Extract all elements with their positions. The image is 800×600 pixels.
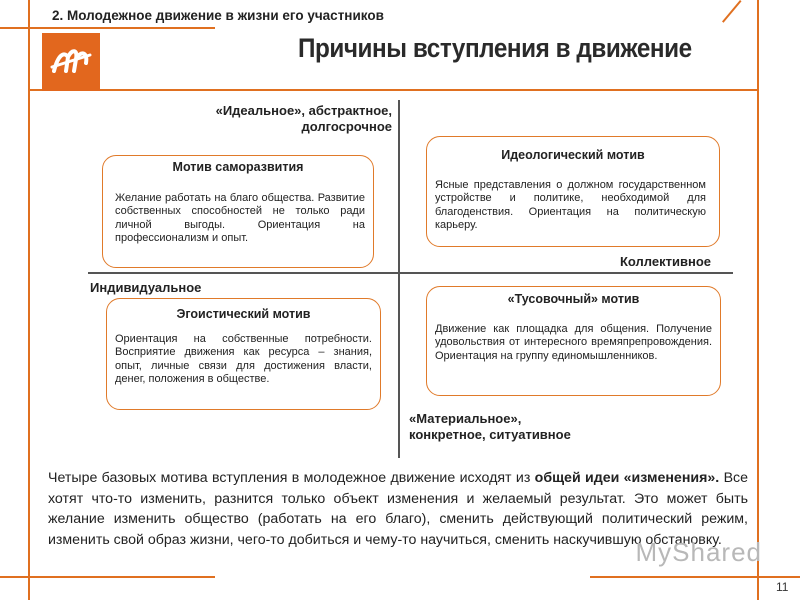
left-frame-line <box>28 0 30 600</box>
bottom-rule <box>0 576 215 578</box>
top-rule <box>0 27 215 29</box>
axis-label-top-line2: долгосрочное <box>301 119 392 134</box>
axis-label-right: Коллективное <box>620 254 712 269</box>
right-frame-line <box>757 0 759 600</box>
card-ideological-title: Идеологический мотив <box>501 148 645 162</box>
logo <box>42 33 100 91</box>
card-egoistic-text: Ориентация на собственные потребности. Восприятие движения как ресурса – знания, опыт, личные связи для достижения власти, денег, положения в обществе. <box>115 333 372 386</box>
axis-label-bottom <box>409 411 571 443</box>
card-ideological <box>426 136 720 247</box>
watermark: MyShared <box>635 537 762 567</box>
page-number: 11 <box>776 580 789 594</box>
axis-label-bottom-line2: конкретное, ситуативное <box>409 427 571 442</box>
logo-icon <box>42 33 100 91</box>
card-egoistic-title: Эгоистический мотив <box>176 307 311 321</box>
card-party-text: Движение как площадка для общения. Получение удовольствия от интересного времяпрепровождения. Ориентация на группу единомышленников. <box>435 323 712 362</box>
top-right-corner-line <box>722 0 742 23</box>
horizontal-axis <box>88 272 733 274</box>
axis-label-left: Индивидуальное <box>90 280 202 295</box>
card-egoistic <box>106 298 381 410</box>
header-rule <box>28 89 758 91</box>
summary-bold: общей идеи «изменения». <box>534 470 720 486</box>
card-self-development-text: Желание работать на благо общества. Развитие собственных способностей не только ради личной выгоды. Ориентация на профессионализм и опыт. <box>115 192 365 245</box>
axis-label-top <box>170 103 392 135</box>
card-party-title: «Тусовочный» мотив <box>507 292 640 306</box>
section-title: 2. Молодежное движение в жизни его участников <box>52 8 384 23</box>
axis-label-bottom-line1: «Материальное», <box>409 411 522 426</box>
axis-label-top-line1: «Идеальное», абстрактное, <box>215 103 392 118</box>
card-ideological-text: Ясные представления о должном государственном устройстве и политике, необходимой для благоденствия. Ориентация на политическую карьеру. <box>435 179 706 232</box>
vertical-axis <box>398 100 400 458</box>
summary-part2: Все хотят что-то изменить, разнится только объект изменения и желаемый результат. Это может быть желание изменить общество (работать на его благо), сменить действующий политический режим, изменить свой образ жизни, чего-то добиться и чему-то научиться, сменить наскучившую обстановку. <box>48 470 749 548</box>
card-party <box>426 286 721 396</box>
page-title: Причины вступления в движение <box>298 33 692 63</box>
bottom-rule-right <box>590 576 800 578</box>
card-self-development-title: Мотив саморазвития <box>172 160 304 174</box>
summary-part1: Четыре базовых мотива вступления в молодежное движение исходят из <box>48 470 535 486</box>
card-self-development <box>102 155 374 268</box>
